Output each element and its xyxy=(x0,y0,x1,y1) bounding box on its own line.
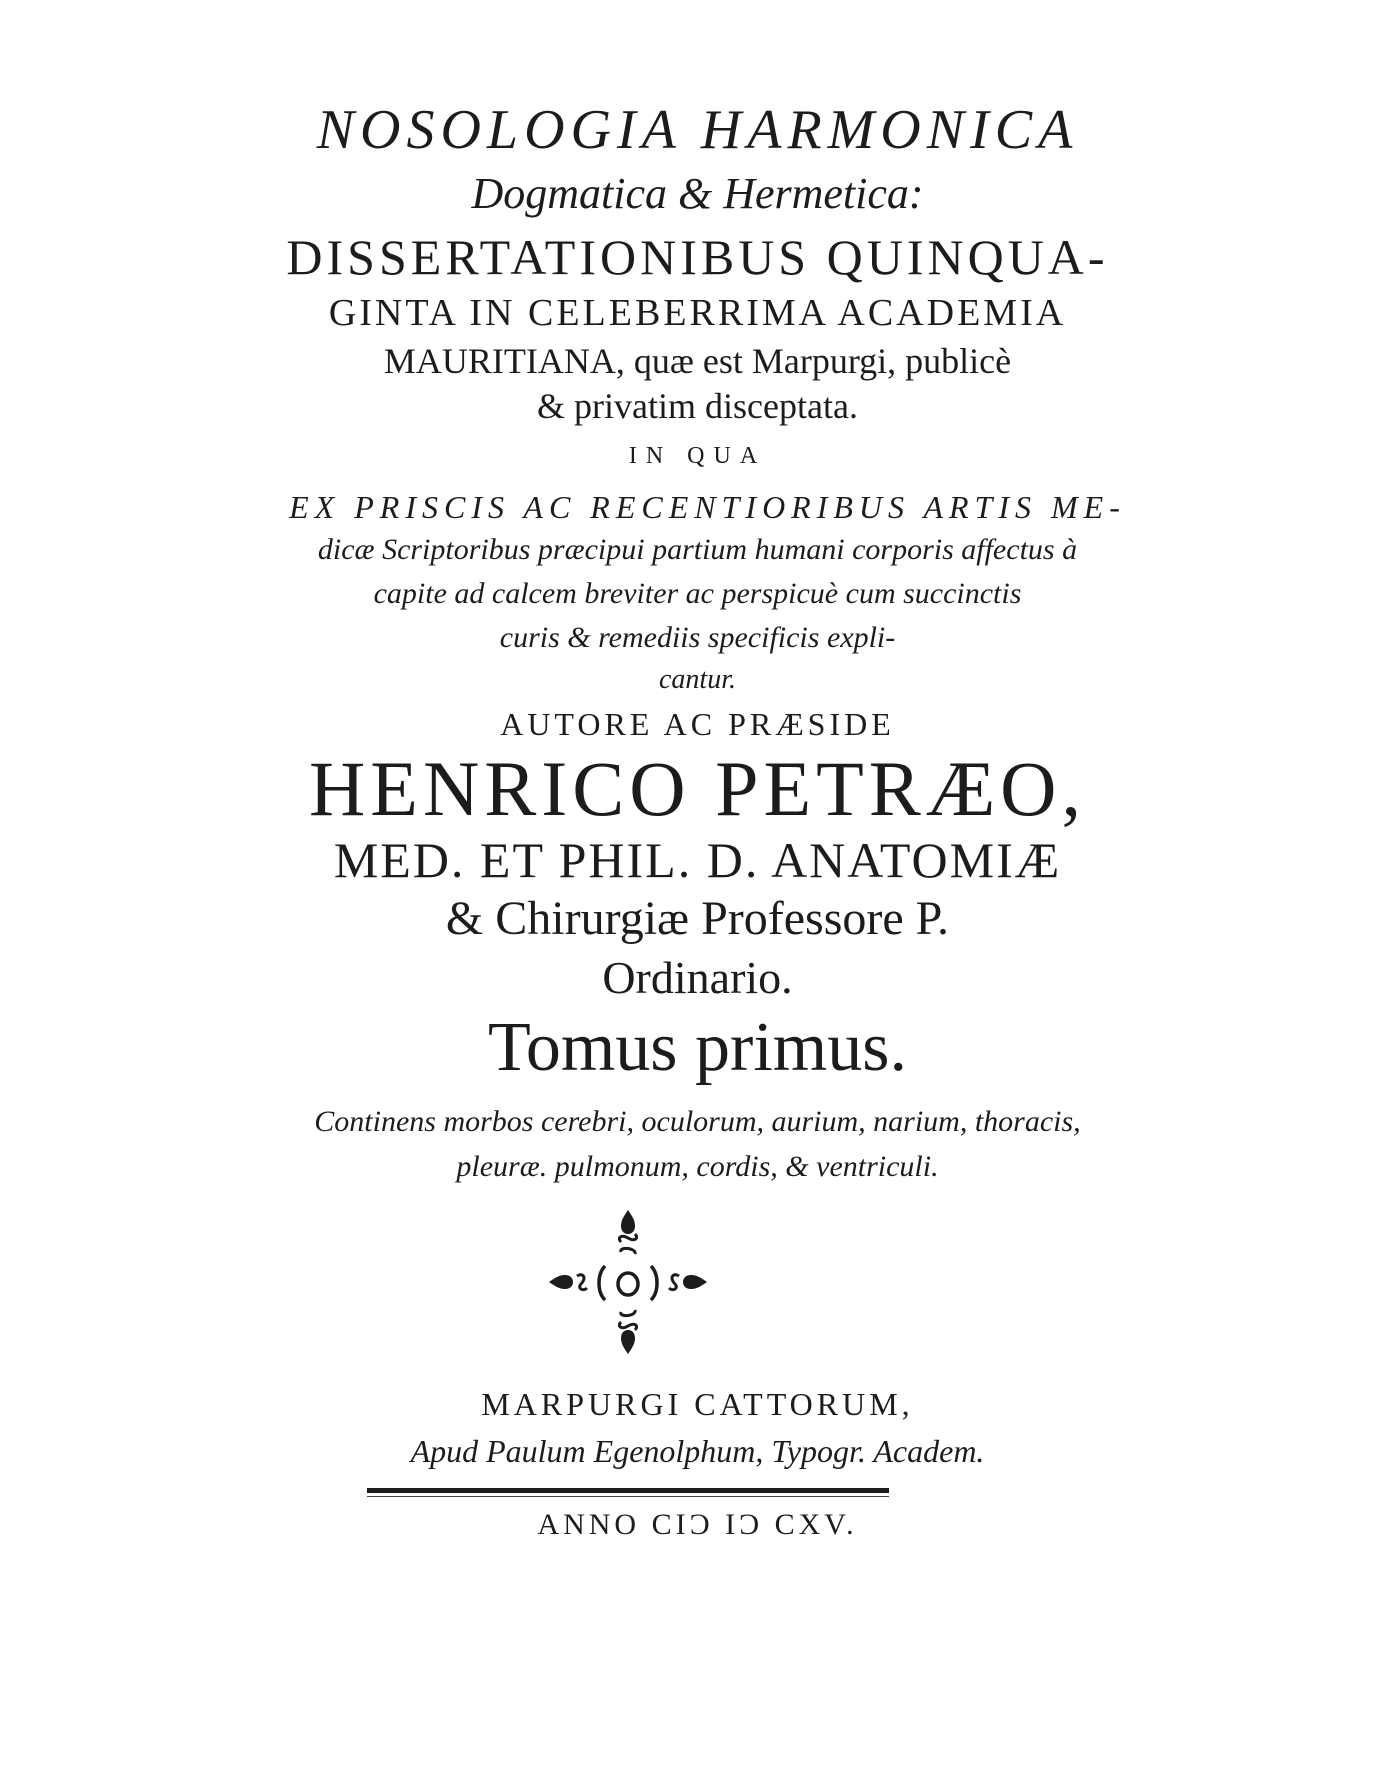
volume-title: Tomus primus. xyxy=(487,1009,907,1086)
description-line-3: capite ad calcem breviter ac perspicuè cum succinctis xyxy=(373,577,1022,610)
author-title-line-2: & Chirurgiæ Professore P. xyxy=(445,892,950,945)
autore-heading: AUTORE AC PRÆSIDE xyxy=(500,706,895,742)
imprint-divider-rule xyxy=(367,1488,889,1493)
description-line-4: curis & remediis specificis expli- xyxy=(499,621,896,654)
title-line-1: NOSOLOGIA HARMONICA xyxy=(316,99,1079,161)
description-line-1: EX PRISCIS AC RECENTIORIBUS ARTIS ME- xyxy=(289,489,1126,525)
imprint-divider-thin-rule xyxy=(367,1496,889,1497)
description-line-5: cantur. xyxy=(659,664,736,695)
title-line-5: MAURITIANA, quæ est Marpurgi, publicè xyxy=(383,341,1012,381)
contents-line-2: pleuræ. pulmonum, cordis, & ventriculi. xyxy=(456,1150,939,1183)
title-line-2: Dogmatica & Hermetica: xyxy=(471,169,924,218)
description-line-2: dicæ Scriptoribus præcipui partium humani corporis affectus à xyxy=(317,533,1078,566)
imprint-printer: Apud Paulum Egenolphum, Typogr. Academ. xyxy=(410,1433,985,1469)
author-title-line-3: Ordinario. xyxy=(602,952,793,1003)
title-line-4: GINTA IN CELEBERRIMA ACADEMIA xyxy=(328,292,1067,334)
imprint-city: MARPURGI CATTORUM, xyxy=(481,1386,914,1422)
imprint-year: ANNO CIƆ IƆ CXV. xyxy=(537,1508,858,1541)
author-name: HENRICO PETRÆO, xyxy=(308,745,1087,832)
title-line-3: DISSERTATIONIBUS QUINQUA- xyxy=(286,229,1109,285)
author-title-line-1: MED. ET PHIL. D. ANATOMIÆ xyxy=(333,832,1062,888)
in-qua-heading: IN QUA xyxy=(628,443,767,469)
title-line-6: & privatim disceptata. xyxy=(537,386,858,426)
contents-line-1: Continens morbos cerebri, oculorum, aurium, narium, thoracis, xyxy=(314,1105,1081,1138)
printer-fleuron-ornament-icon xyxy=(547,1208,709,1356)
